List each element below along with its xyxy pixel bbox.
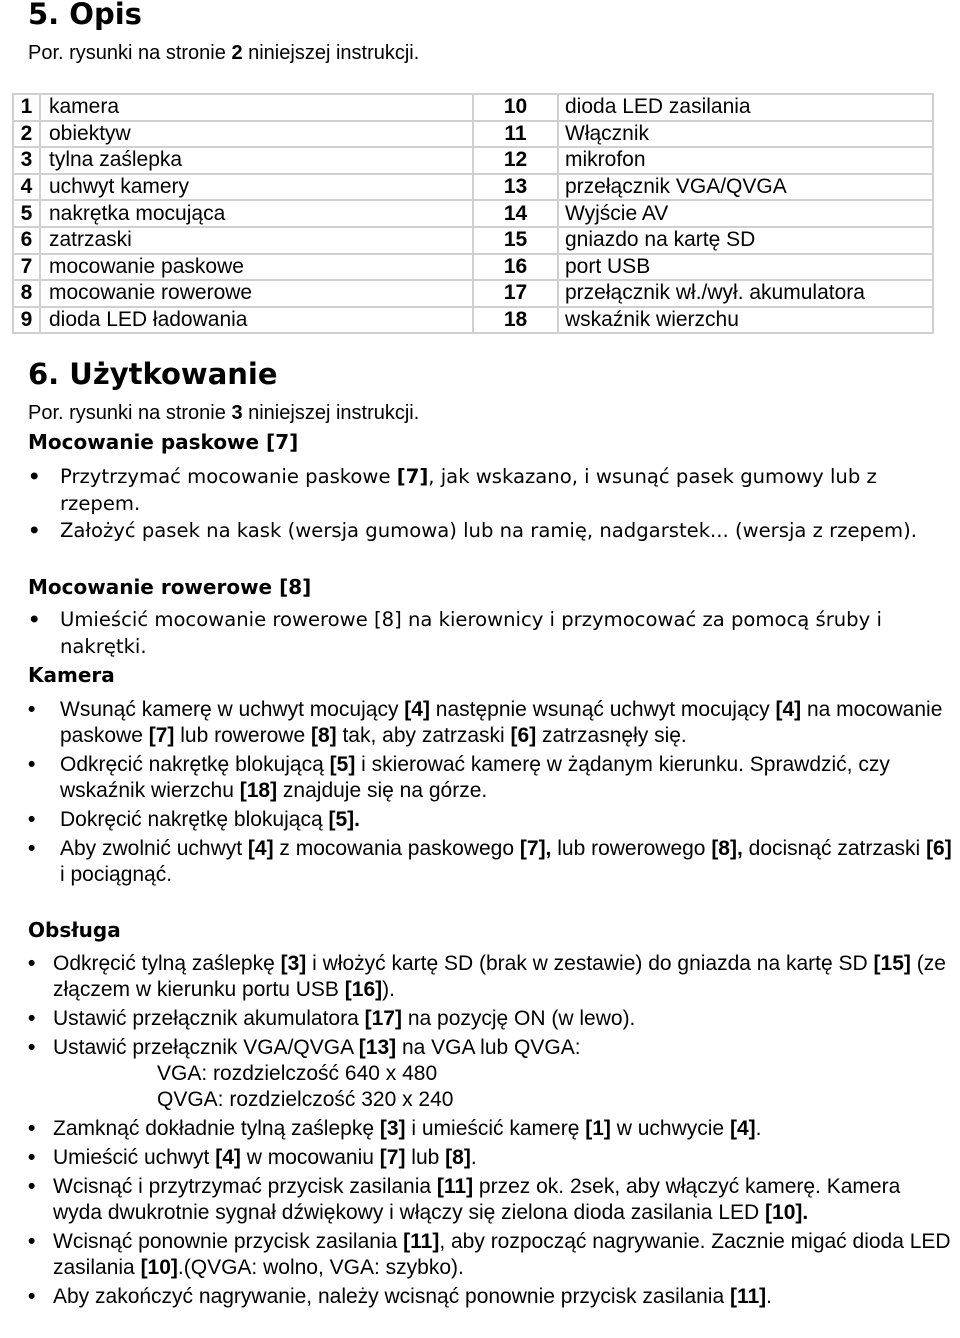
text-span: • xyxy=(28,465,41,488)
text-span: na pozycję ON (w lewo). xyxy=(401,1007,636,1030)
vga-option: VGA: rozdzielczość 640 x 480 xyxy=(157,1062,438,1085)
text-span: z mocowania paskowego xyxy=(273,837,520,860)
table-cell: nakrętka mocująca xyxy=(40,200,473,227)
table-cell: 4 xyxy=(13,174,40,201)
table-cell: 11 xyxy=(473,121,558,148)
text-span: . xyxy=(766,1285,773,1308)
text-span: [6] xyxy=(510,724,537,747)
text-span: • xyxy=(28,1117,36,1140)
text-span: Przytrzymać mocowanie paskowe xyxy=(60,465,397,488)
table-cell: 15 xyxy=(473,227,558,254)
text-span: Umieścić mocowanie rowerowe [8] na kierownicy i przymocować za pomocą śruby i nakrętki. xyxy=(60,608,882,658)
text-span: Por. rysunki na stronie xyxy=(28,42,232,64)
text-span: , jak wskazano, i wsunąć pasek gumowy lub z rzepem. xyxy=(60,465,877,515)
paskowe-list xyxy=(28,463,958,544)
text-span: lub xyxy=(405,1146,446,1169)
qvga-option: QVGA: rozdzielczość 320 x 240 xyxy=(157,1088,454,1111)
table-cell: 9 xyxy=(13,307,40,334)
text-span: [5]. xyxy=(328,808,360,831)
table-row xyxy=(13,254,933,281)
parts-table xyxy=(12,93,934,334)
section-5-title: 5. Opis xyxy=(28,0,142,31)
heading-mocowanie-paskowe: Mocowanie paskowe [7] xyxy=(28,430,299,454)
text-span: [8] xyxy=(445,1146,471,1169)
table-row xyxy=(13,200,933,227)
text-span: Ustawić przełącznik akumulatora xyxy=(53,1007,365,1030)
section-6-title: 6. Użytkowanie xyxy=(28,357,278,391)
text-span: • xyxy=(28,1230,36,1253)
text-span: [8] xyxy=(310,724,337,747)
text-span: • xyxy=(28,608,41,631)
text-span: Ustawić przełącznik VGA/QVGA xyxy=(53,1036,359,1059)
table-cell: 6 xyxy=(13,227,40,254)
list-item xyxy=(28,697,958,749)
list-item xyxy=(28,606,958,660)
text-span: [7] xyxy=(379,1146,406,1169)
table-row xyxy=(13,94,933,121)
text-span: , aby rozpocząć nagrywanie. Zacznie migać dioda LED zasilania xyxy=(53,1230,951,1279)
table-cell: 5 xyxy=(13,200,40,227)
list-item xyxy=(28,1284,958,1310)
text-span: i włożyć kartę SD (brak w zestawie) do gniazda na kartę SD xyxy=(306,952,874,975)
table-cell: 16 xyxy=(473,254,558,281)
text-span: zatrzasnęły się. xyxy=(536,724,687,747)
text-span: na VGA lub QVGA: xyxy=(396,1036,581,1059)
text-span: .(QVGA: wolno, VGA: szybko). xyxy=(177,1256,464,1279)
text-span: [7], xyxy=(519,837,552,860)
text-span: Wcisnąć i przytrzymać przycisk zasilania xyxy=(53,1175,437,1198)
text-span: [4] xyxy=(215,1146,241,1169)
text-span: [5] xyxy=(329,753,356,776)
text-span: [16] xyxy=(344,978,383,1001)
table-cell: gniazdo na kartę SD xyxy=(558,227,933,254)
text-span: [4] xyxy=(404,698,430,721)
text-span: lub rowerowe xyxy=(174,724,311,747)
text-span: tak, aby zatrzaski xyxy=(336,724,511,747)
text-span: w mocowaniu xyxy=(240,1146,380,1169)
text-span: • xyxy=(28,808,36,831)
heading-mocowanie-rowerowe: Mocowanie rowerowe [8] xyxy=(28,575,312,599)
table-cell: 18 xyxy=(473,307,558,334)
text-span: • xyxy=(28,753,36,776)
table-cell: 10 xyxy=(473,94,558,121)
list-item xyxy=(28,1174,933,1226)
table-cell: przełącznik VGA/QVGA xyxy=(558,174,933,201)
obsluga-list xyxy=(28,951,958,1310)
list-item xyxy=(28,517,958,544)
text-span: . xyxy=(755,1117,762,1140)
text-span: Odkręcić nakrętkę blokującą xyxy=(60,753,330,776)
text-span: [18] xyxy=(239,779,278,802)
kamera-list xyxy=(28,697,958,888)
text-span: • xyxy=(28,1146,36,1169)
text-span: . xyxy=(470,1146,477,1169)
text-span: • xyxy=(28,952,36,975)
text-span: Wcisnąć ponownie przycisk zasilania xyxy=(53,1230,404,1253)
text-span: [8], xyxy=(711,837,743,860)
text-span: [15] xyxy=(873,952,911,975)
table-cell: 17 xyxy=(473,280,558,307)
text-span: niniejszej instrukcji. xyxy=(242,402,420,424)
table-cell: 13 xyxy=(473,174,558,201)
text-span: • xyxy=(28,519,41,542)
text-span: i pociągnąć. xyxy=(60,863,173,886)
text-span: [10]. xyxy=(765,1201,809,1224)
text-span: • xyxy=(28,837,36,860)
text-span: [17] xyxy=(364,1007,402,1030)
list-item xyxy=(28,1006,958,1032)
text-span: • xyxy=(28,1175,36,1198)
text-span: niniejszej instrukcji. xyxy=(242,42,420,64)
text-span: [11] xyxy=(403,1230,440,1253)
table-cell: tylna zaślepka xyxy=(40,147,473,174)
text-span: Odkręcić tylną zaślepkę xyxy=(53,952,281,975)
table-cell: 8 xyxy=(13,280,40,307)
table-cell: port USB xyxy=(558,254,933,281)
text-span: Por. rysunki na stronie xyxy=(28,402,232,424)
text-span: (ze złączem w kierunku portu USB xyxy=(53,952,946,1001)
text-span: w uchwycie xyxy=(610,1117,730,1140)
text-span: [11] xyxy=(436,1175,474,1198)
text-span: • xyxy=(28,1036,36,1059)
text-span: • xyxy=(28,698,36,721)
text-span: Wsunąć kamerę w uchwyt mocujący xyxy=(60,698,405,721)
list-item xyxy=(28,807,958,833)
text-span: znajduje się na górze. xyxy=(277,779,488,802)
table-cell: mikrofon xyxy=(558,147,933,174)
table-cell: 14 xyxy=(473,200,558,227)
text-span: • xyxy=(28,1285,36,1308)
table-row xyxy=(13,280,933,307)
table-cell: Włącznik xyxy=(558,121,933,148)
table-cell: 1 xyxy=(13,94,40,121)
text-span: [3] xyxy=(280,952,307,975)
text-span: i skierować kamerę w żądanym kierunku. Sprawdzić, czy wskaźnik wierzchu xyxy=(60,753,890,802)
text-span: [6] xyxy=(926,837,952,860)
text-span: Umieścić uchwyt xyxy=(53,1146,216,1169)
text-span: Zamknąć dokładnie tylną zaślepkę xyxy=(53,1117,380,1140)
list-item xyxy=(28,951,958,1003)
section-6-reference xyxy=(28,402,419,425)
table-cell: 12 xyxy=(473,147,558,174)
text-span: [4] xyxy=(729,1117,756,1140)
text-span: 3 xyxy=(231,402,243,424)
table-cell: obiektyw xyxy=(40,121,473,148)
text-span: [7] xyxy=(148,724,175,747)
text-span: [10] xyxy=(140,1256,178,1279)
text-span: • xyxy=(28,1007,36,1030)
table-row xyxy=(13,307,933,334)
section-5-reference xyxy=(28,42,419,65)
text-span: [3] xyxy=(379,1117,406,1140)
text-span: następnie wsunąć uchwyt mocujący xyxy=(429,698,776,721)
list-item xyxy=(28,1145,958,1171)
list-item xyxy=(28,752,958,804)
text-span: [4] xyxy=(775,698,802,721)
heading-kamera: Kamera xyxy=(28,663,115,687)
text-span: i umieścić kamerę xyxy=(405,1117,586,1140)
list-item xyxy=(28,836,958,888)
list-item xyxy=(28,463,958,517)
list-item xyxy=(28,1035,958,1061)
table-cell: 2 xyxy=(13,121,40,148)
table-cell: wskaźnik wierzchu xyxy=(558,307,933,334)
text-span: Aby zwolnić uchwyt xyxy=(60,837,248,860)
table-cell: przełącznik wł./wył. akumulatora xyxy=(558,280,933,307)
table-cell: kamera xyxy=(40,94,473,121)
table-cell: dioda LED zasilania xyxy=(558,94,933,121)
text-span: [1] xyxy=(585,1117,611,1140)
heading-obsluga: Obsługa xyxy=(28,918,121,942)
text-span: [11] xyxy=(729,1285,767,1308)
text-span: na mocowanie paskowe xyxy=(60,698,943,747)
list-item xyxy=(28,1229,958,1281)
text-span: docisnąć zatrzaski xyxy=(742,837,927,860)
text-span: Założyć pasek na kask (wersja gumowa) lub na ramię, nadgarstek... (wersja z rzepem). xyxy=(60,519,917,542)
table-cell: 3 xyxy=(13,147,40,174)
table-row xyxy=(13,227,933,254)
table-cell: zatrzaski xyxy=(40,227,473,254)
list-item xyxy=(28,1116,958,1142)
table-row xyxy=(13,174,933,201)
text-span: [4] xyxy=(247,837,274,860)
table-row xyxy=(13,147,933,174)
table-cell: mocowanie paskowe xyxy=(40,254,473,281)
text-span: [7] xyxy=(396,465,429,488)
table-row xyxy=(13,121,933,148)
text-span: ). xyxy=(382,978,395,1001)
text-span: lub rowerowego xyxy=(551,837,712,860)
table-cell: mocowanie rowerowe xyxy=(40,280,473,307)
rowerowe-list xyxy=(28,606,958,660)
text-span: Aby zakończyć nagrywanie, należy wcisnąć ponownie przycisk zasilania xyxy=(53,1285,730,1308)
table-cell: 7 xyxy=(13,254,40,281)
text-span: [13] xyxy=(358,1036,397,1059)
table-cell: Wyjście AV xyxy=(558,200,933,227)
text-span: 2 xyxy=(231,42,243,64)
text-span: Dokręcić nakrętkę blokującą xyxy=(60,808,329,831)
table-cell: dioda LED ładowania xyxy=(40,307,473,334)
table-cell: uchwyt kamery xyxy=(40,174,473,201)
text-span: przez ok. 2sek, aby włączyć kamerę. Kamera wyda dwukrotnie sygnał dźwiękowy i włączy się zielona dioda zasilania LED xyxy=(53,1175,901,1224)
